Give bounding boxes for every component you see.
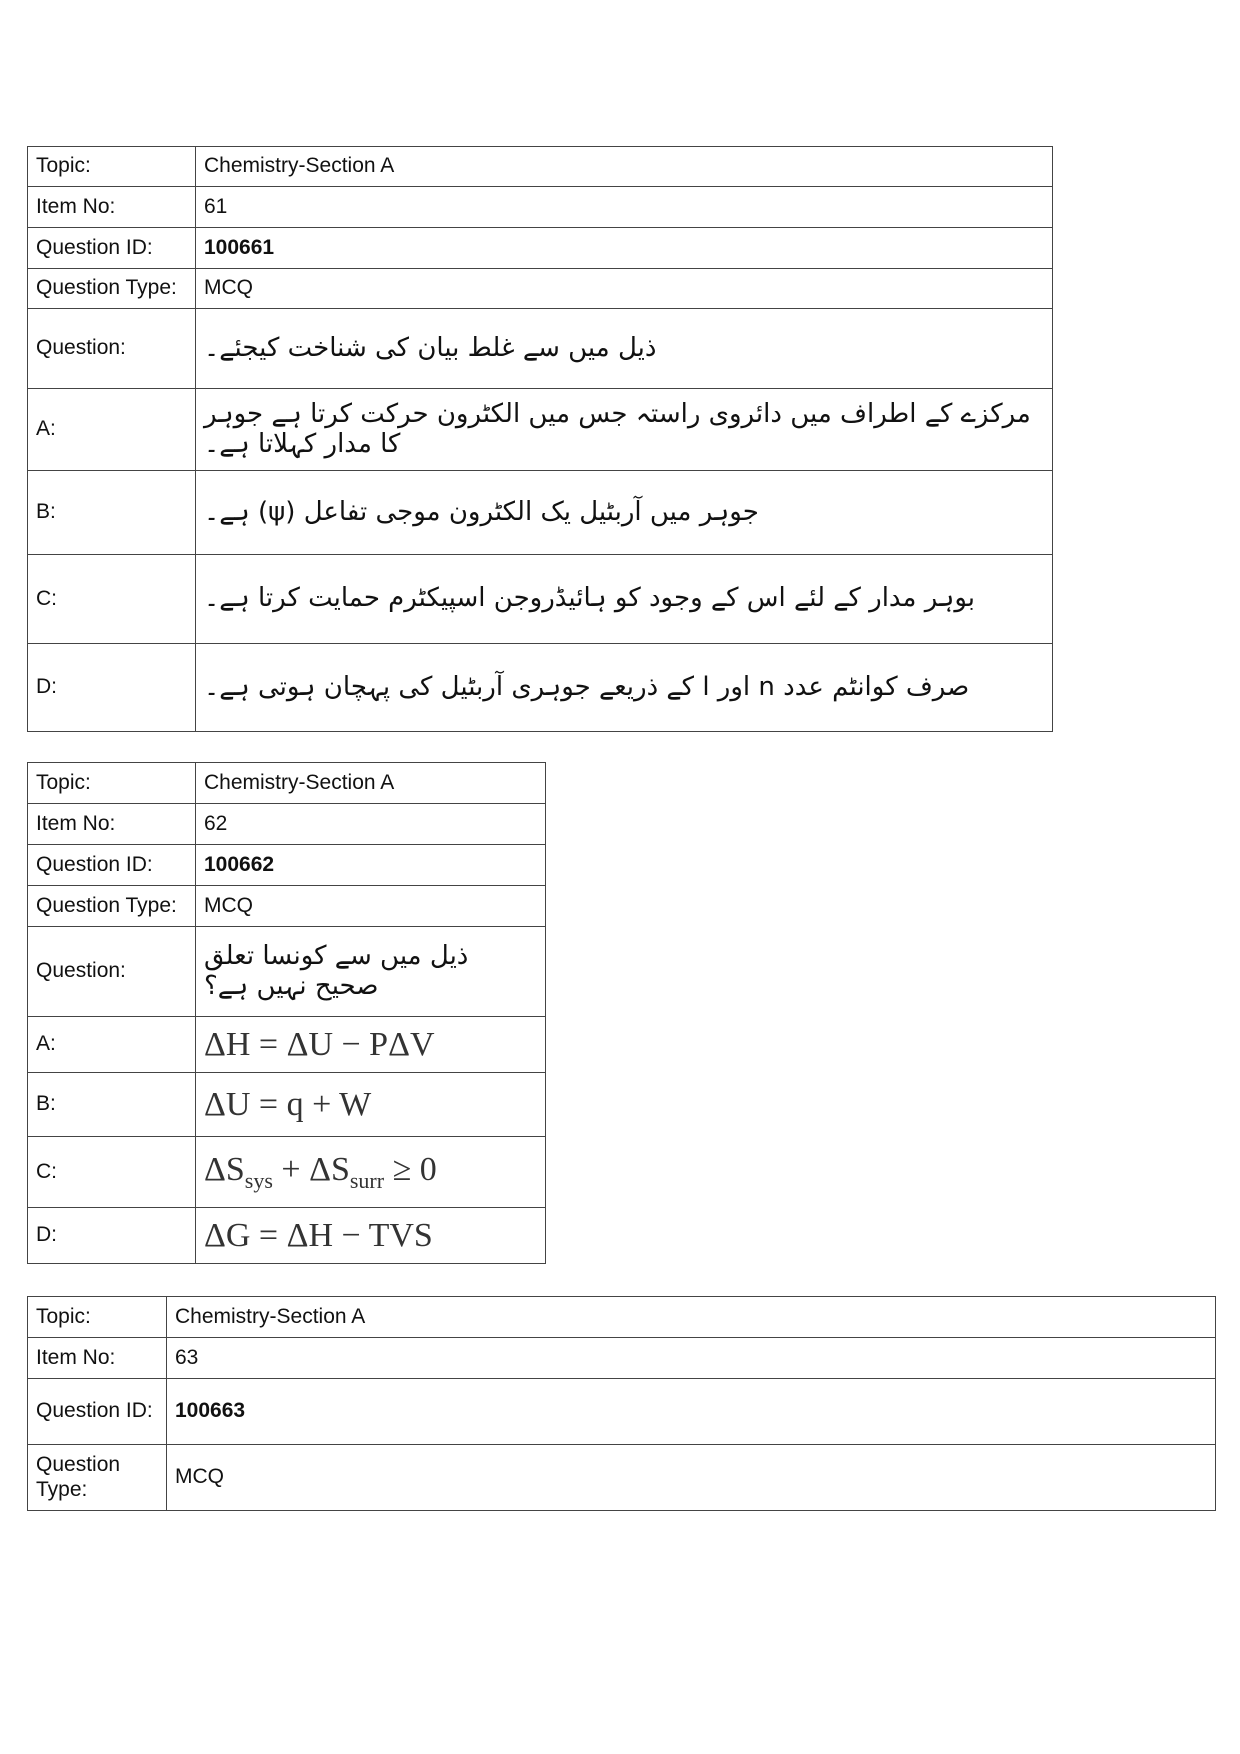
- topic-value: Chemistry-Section A: [196, 763, 546, 804]
- table-row: [28, 1017, 546, 1073]
- table-row: [28, 389, 1053, 471]
- option-a-label: A:: [28, 1017, 196, 1073]
- table-row: [28, 1137, 546, 1208]
- question-text: ذیل میں سے کونسا تعلق صحیح نہیں ہے؟: [196, 927, 546, 1017]
- question-id-value: 100662: [196, 845, 546, 886]
- option-c-text: بوہر مدار کے لئے اس کے وجود کو ہائیڈروجن اسپیکٹرم حمایت کرتا ہے۔: [196, 555, 1053, 644]
- option-d-label: D:: [28, 1208, 196, 1264]
- table-row: [28, 886, 546, 927]
- table-row: [28, 471, 1053, 555]
- table-row: [28, 804, 546, 845]
- question-type-value: MCQ: [196, 886, 546, 927]
- question-label: Question:: [28, 309, 196, 389]
- option-a-text: مرکزے کے اطراف میں دائروی راستہ جس میں الکٹرون حرکت کرتا ہے جوہر کا مدار کہلاتا ہے۔: [196, 389, 1053, 471]
- table-row: [28, 1073, 546, 1137]
- option-c-label: C:: [28, 555, 196, 644]
- topic-label: Topic:: [28, 147, 196, 187]
- item-no-label: Item No:: [28, 804, 196, 845]
- table-row: [28, 763, 546, 804]
- question-table-63: [27, 1296, 1216, 1511]
- table-row: [28, 187, 1053, 228]
- item-no-label: Item No:: [28, 1338, 167, 1379]
- topic-value: Chemistry-Section A: [196, 147, 1053, 187]
- table-row: [28, 555, 1053, 644]
- item-no-value: 62: [196, 804, 546, 845]
- option-d-formula: ΔG = ΔH − TVS: [196, 1208, 546, 1264]
- question-id-label: Question ID:: [28, 228, 196, 269]
- table-row: [28, 269, 1053, 309]
- option-d-text: صرف کوانٹم عدد n اور l کے ذریعے جوہری آربٹیل کی پہچان ہوتی ہے۔: [196, 644, 1053, 732]
- question-type-label: Question Type:: [28, 269, 196, 309]
- topic-value: Chemistry-Section A: [167, 1297, 1216, 1338]
- table-row: [28, 1297, 1216, 1338]
- question-id-label: Question ID:: [28, 1379, 167, 1445]
- item-no-value: 61: [196, 187, 1053, 228]
- table-row: [28, 1338, 1216, 1379]
- item-no-value: 63: [167, 1338, 1216, 1379]
- option-c-label: C:: [28, 1137, 196, 1208]
- option-c-formula: $\Delta S_{sys} + \Delta S_{surr} \ge 0$: [196, 1137, 546, 1208]
- question-type-label: Question Type:: [28, 886, 196, 927]
- question-type-label: Question Type:: [28, 1445, 167, 1511]
- question-id-label: Question ID:: [28, 845, 196, 886]
- question-label: Question:: [28, 927, 196, 1017]
- option-a-formula: ΔH = ΔU − PΔV: [196, 1017, 546, 1073]
- table-row: [28, 1379, 1216, 1445]
- table-row: [28, 644, 1053, 732]
- question-type-value: MCQ: [167, 1445, 1216, 1511]
- table-row: [28, 927, 546, 1017]
- option-b-formula: ΔU = q + W: [196, 1073, 546, 1137]
- table-row: [28, 1445, 1216, 1511]
- table-row: [28, 845, 546, 886]
- topic-label: Topic:: [28, 1297, 167, 1338]
- question-table-62: [27, 762, 546, 1264]
- question-type-value: MCQ: [196, 269, 1053, 309]
- table-row: [28, 1208, 546, 1264]
- option-b-text: جوہر میں آربٹیل یک الکٹرون موجی تفاعل (ψ) ہے۔: [196, 471, 1053, 555]
- question-id-value: 100661: [196, 228, 1053, 269]
- topic-label: Topic:: [28, 763, 196, 804]
- table-row: [28, 228, 1053, 269]
- option-d-label: D:: [28, 644, 196, 732]
- question-table-61: [27, 146, 1053, 732]
- table-row: [28, 147, 1053, 187]
- question-id-value: 100663: [167, 1379, 1216, 1445]
- option-b-label: B:: [28, 1073, 196, 1137]
- table-row: [28, 309, 1053, 389]
- question-text: ذیل میں سے غلط بیان کی شناخت کیجئے۔: [196, 309, 1053, 389]
- option-b-label: B:: [28, 471, 196, 555]
- option-a-label: A:: [28, 389, 196, 471]
- item-no-label: Item No:: [28, 187, 196, 228]
